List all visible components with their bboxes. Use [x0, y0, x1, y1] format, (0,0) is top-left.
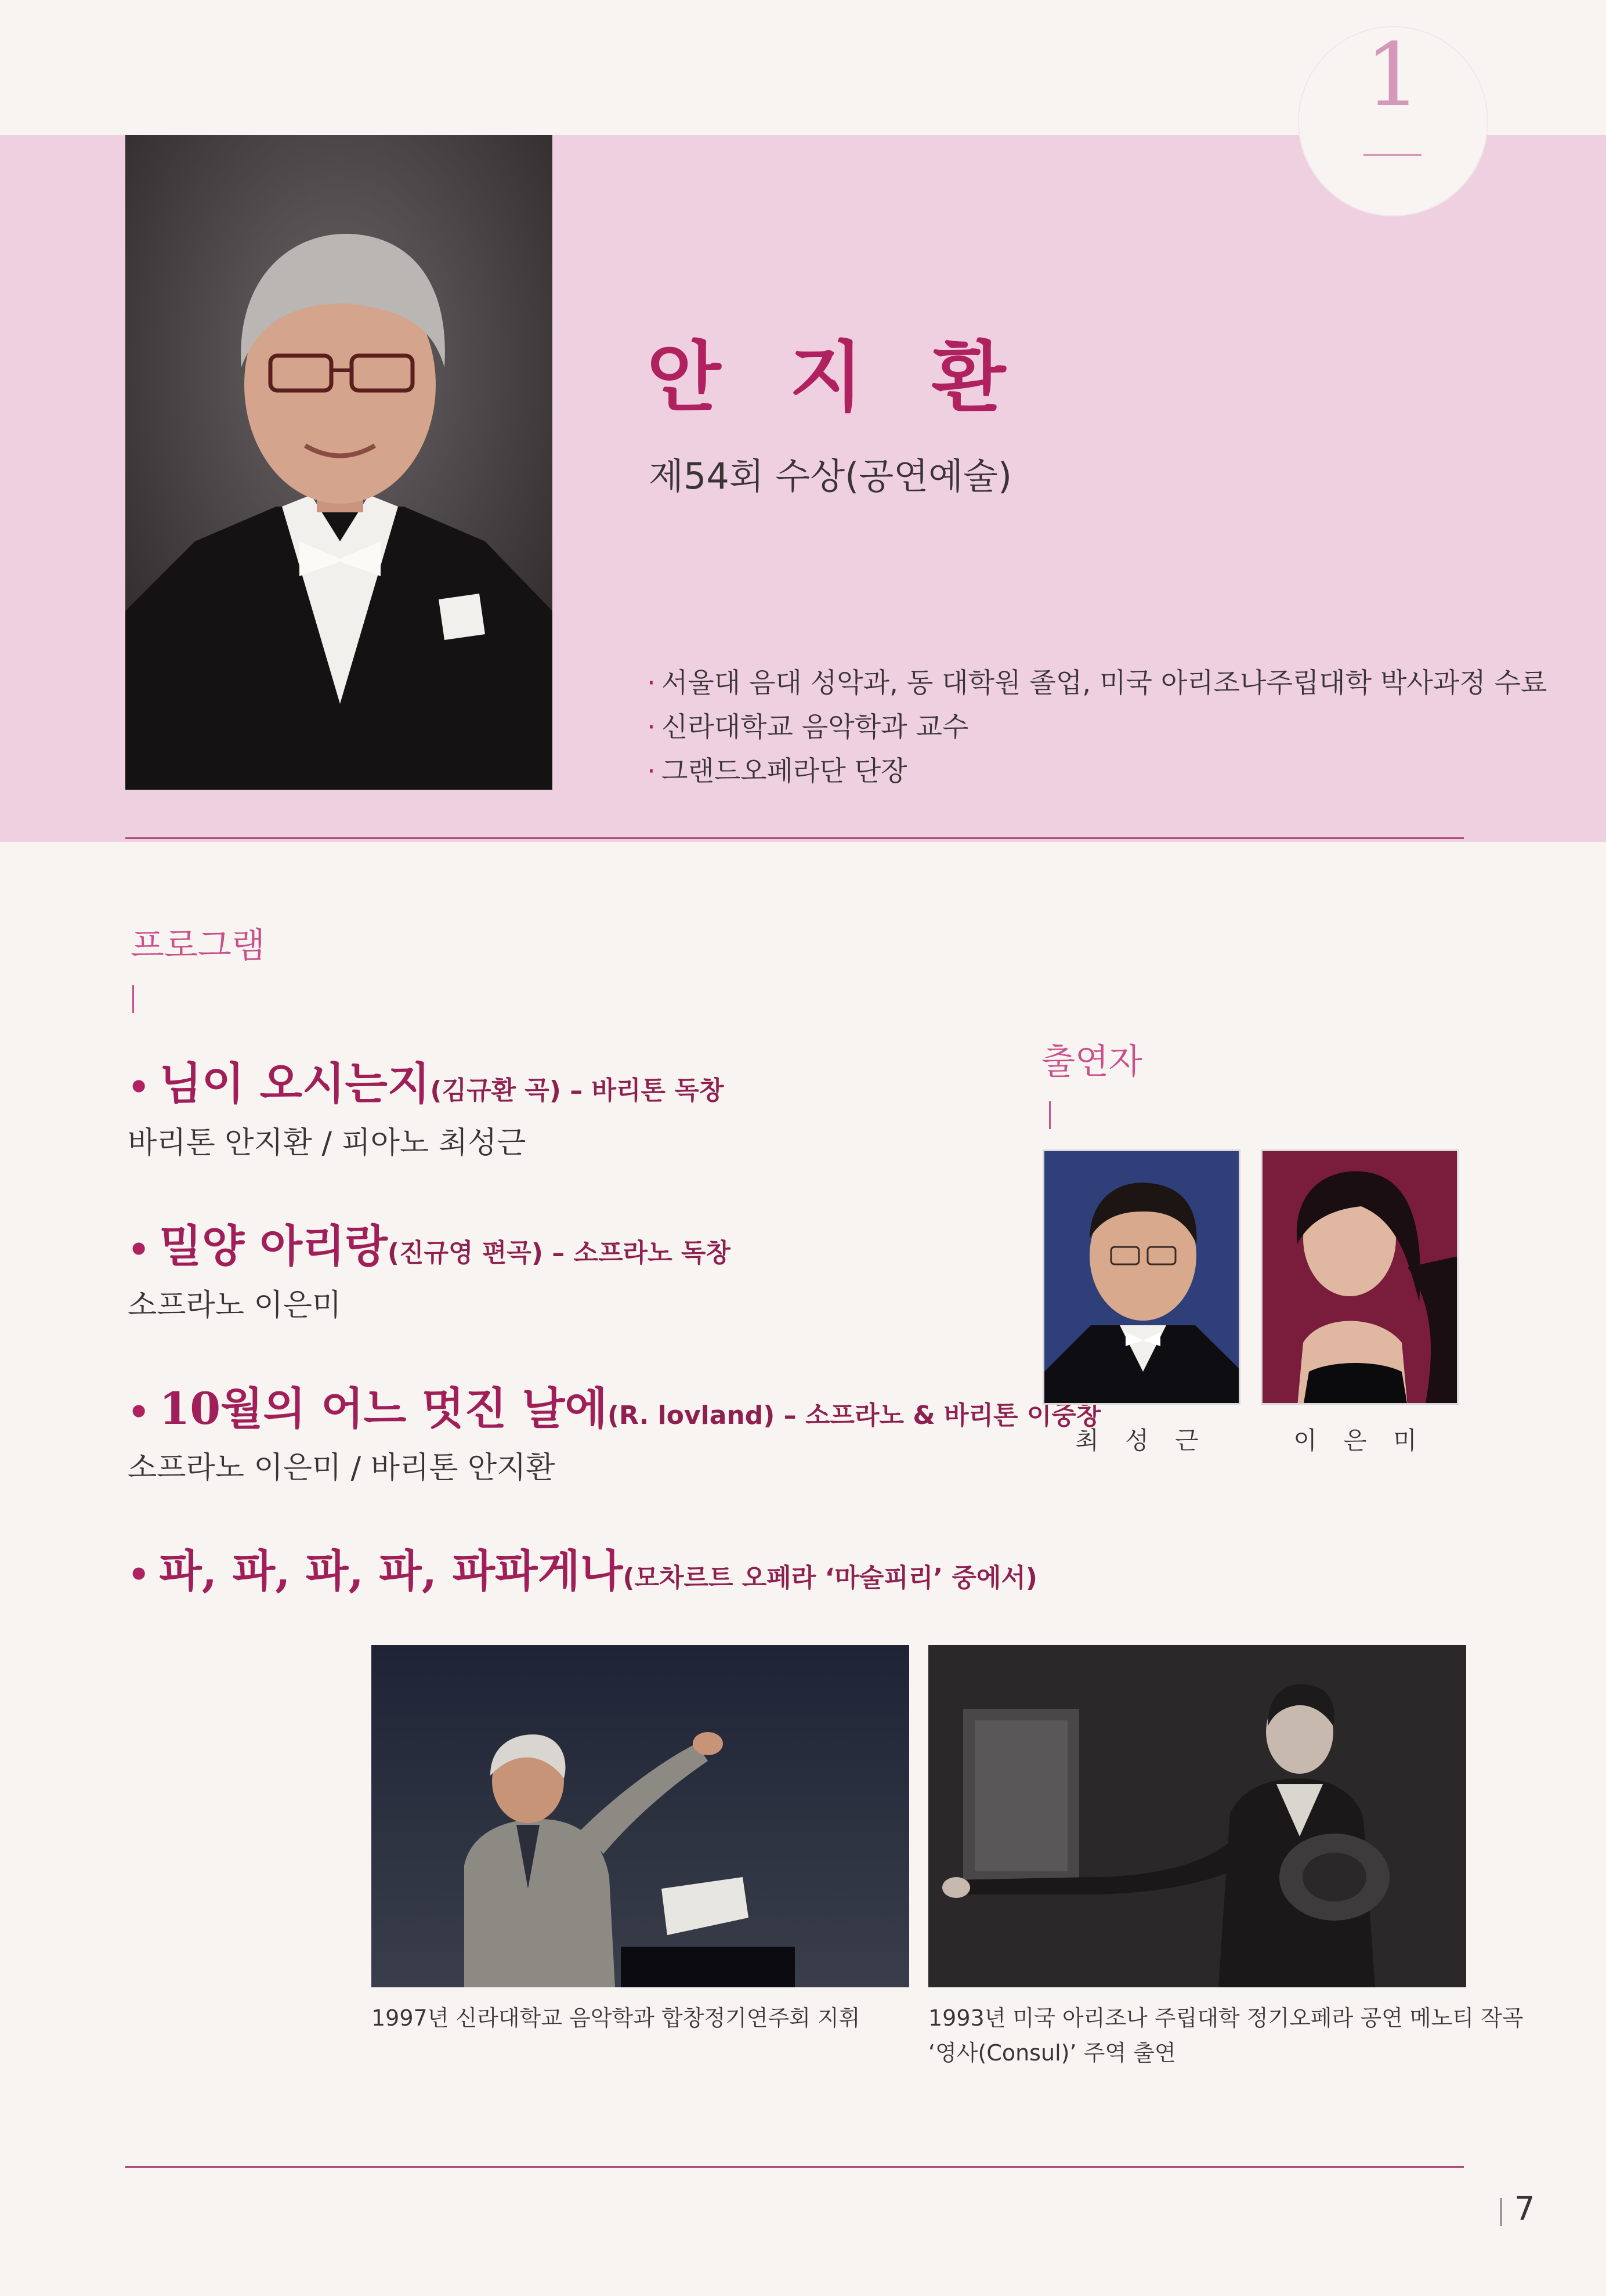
song-performers: 바리톤 안지환 / 피아노 최성근: [128, 1126, 526, 1160]
song-title: 밀양 아리랑: [159, 1220, 388, 1272]
song-detail: (R. lovland) – 소프라노 & 바리톤 이중창: [607, 1401, 1101, 1430]
photo-conducting: [371, 1645, 909, 1987]
photo-caption: 1993년 미국 아리조나 주립대학 정기오페라 공연 메노티 작곡: [928, 2005, 1524, 2031]
page-number: 7: [1514, 2190, 1535, 2228]
awardee-bio: [647, 661, 1552, 794]
cast-title: 출연자: [1041, 1042, 1142, 1082]
song-detail: (김규환 곡) – 바리톤 독창: [430, 1076, 724, 1105]
cast-photo-choi: [1043, 1149, 1240, 1405]
cast-title-tick: [1049, 1101, 1051, 1129]
program-item: [128, 1058, 724, 1160]
song-performers: 소프라노 이은미 / 바리톤 안지환: [128, 1451, 555, 1485]
song-detail: (진규영 편곡) – 소프라노 독창: [387, 1238, 730, 1268]
divider-rule: [125, 837, 1464, 839]
awardee-portrait: [125, 135, 552, 790]
photo-caption: ‘영사(Consul)’ 주역 출연: [928, 2040, 1176, 2066]
cast-name: 최 성 근: [1075, 1426, 1208, 1455]
divider-rule: [125, 2166, 1464, 2168]
song-title: 님이 오시는지: [159, 1058, 431, 1109]
program-item: [128, 1220, 730, 1323]
bio-item: · 서울대 음대 성악과, 동 대학원 졸업, 미국 아리조나주립대학 박사과정 수료: [647, 661, 1552, 706]
program-item: [128, 1545, 1038, 1597]
song-title: 10월의 어느 멋진 날에: [159, 1383, 607, 1434]
bullet: •: [128, 1554, 150, 1595]
cast-photo-lee: [1261, 1149, 1459, 1405]
bullet: •: [128, 1230, 150, 1270]
program-item: [128, 1383, 1101, 1485]
song-title: 파, 파, 파, 파, 파파게나: [159, 1545, 623, 1597]
bio-item: · 그랜드오페라단 단장: [647, 750, 1552, 794]
bullet: •: [128, 1067, 150, 1108]
program-title: 프로그램: [131, 925, 265, 966]
section-number-underline: [1363, 154, 1421, 156]
photo-caption: 1997년 신라대학교 음악학과 합창정기연주회 지휘: [371, 2005, 860, 2031]
cast-name: 이 은 미: [1293, 1426, 1426, 1455]
bio-item: · 신라대학교 음악학과 교수: [647, 706, 1552, 750]
song-detail: (모차르트 오페라 ‘마술피리’ 중에서): [623, 1563, 1038, 1593]
song-performers: 소프라노 이은미: [128, 1288, 342, 1323]
section-number: 1: [1365, 25, 1421, 126]
awardee-name: 안 지 환: [647, 333, 1027, 422]
page-number-bar: [1500, 2198, 1502, 2226]
award-subtitle: 제54회 수상(공연예술): [649, 455, 1012, 497]
program-title-tick: [132, 985, 134, 1013]
photo-opera: [928, 1645, 1466, 1987]
bullet: •: [128, 1392, 150, 1433]
